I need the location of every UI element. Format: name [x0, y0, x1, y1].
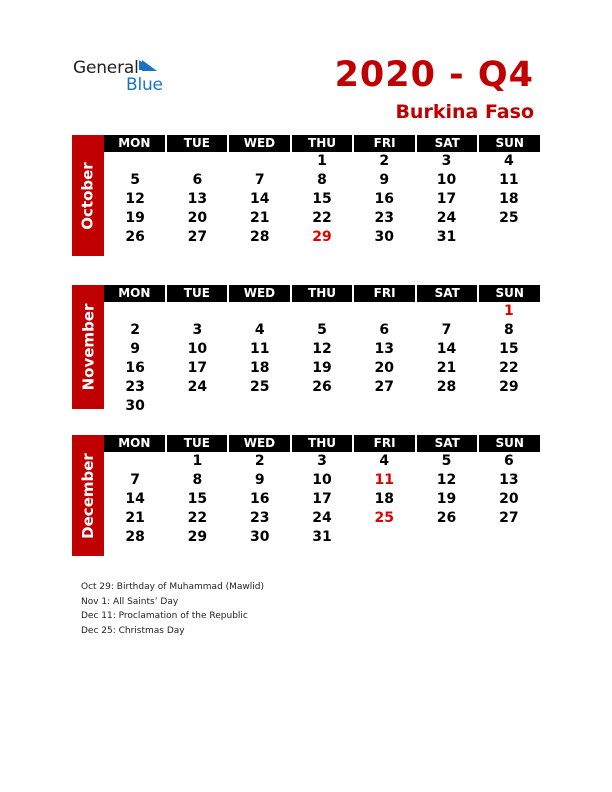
month-name: November: [79, 303, 97, 391]
day-cell: 4: [254, 322, 265, 338]
month-label-bar: [72, 435, 104, 556]
day-cell: 16: [125, 360, 145, 376]
empty-day-cell: [229, 302, 291, 321]
empty-day-cell: [415, 397, 477, 416]
day-cell: 21: [125, 510, 145, 526]
month-grid: [104, 285, 540, 416]
day-cell: 24: [312, 510, 332, 526]
month-label-bar: [72, 135, 104, 256]
day-cell: 3: [192, 322, 203, 338]
day-cell: 13: [374, 341, 394, 357]
weekday-label: SUN: [479, 285, 540, 302]
holiday-notes: [81, 580, 264, 638]
day-cell: 27: [374, 379, 394, 395]
weekday-label: SUN: [479, 435, 540, 452]
holiday-note: Dec 11: Proclamation of the Republic: [81, 611, 248, 621]
day-cell: 8: [503, 322, 514, 338]
day-cell: 7: [130, 472, 141, 488]
day-cell: 13: [187, 191, 208, 207]
weekday-label: SAT: [417, 135, 478, 152]
day-cell: 2: [130, 322, 141, 338]
week-row: [104, 452, 540, 471]
day-cell: 14: [125, 491, 145, 507]
weekday-label: FRI: [354, 435, 415, 452]
day-cell: 7: [441, 322, 452, 338]
day-cell: 21: [249, 210, 270, 226]
day-cell: 26: [436, 510, 457, 526]
page-title: 2020 - Q4: [334, 55, 534, 95]
day-cell: 19: [436, 491, 457, 507]
weekday-label: TUE: [167, 435, 228, 452]
day-cell: 18: [499, 191, 519, 207]
day-cell: 17: [436, 191, 457, 207]
week-row: [104, 359, 540, 378]
week-row: [104, 321, 540, 340]
day-cell: 31: [436, 229, 457, 245]
day-cell: 7: [254, 172, 265, 188]
day-cell: 3: [441, 153, 452, 169]
day-cell: 3: [317, 453, 327, 469]
week-row: [104, 378, 540, 397]
day-cell: 16: [249, 491, 270, 507]
day-cell: 8: [317, 172, 327, 188]
day-cell: 25: [499, 210, 519, 226]
week-row: [104, 397, 540, 416]
day-cell: 22: [187, 510, 208, 526]
day-cell: 28: [249, 229, 270, 245]
day-cell: 30: [249, 529, 270, 545]
empty-day-cell: [229, 152, 291, 171]
day-cell: 5: [441, 453, 452, 469]
day-cell: 2: [379, 153, 390, 169]
weekday-label: FRI: [354, 135, 415, 152]
day-cell: 20: [499, 491, 519, 507]
day-cell: 25: [374, 510, 394, 526]
day-cell: 29: [499, 379, 519, 395]
day-cell: 22: [312, 210, 332, 226]
day-cell: 17: [312, 491, 332, 507]
empty-day-cell: [291, 302, 353, 321]
day-cell: 24: [436, 210, 457, 226]
empty-day-cell: [104, 152, 166, 171]
weekday-label: WED: [229, 135, 290, 152]
week-row: [104, 490, 540, 509]
day-cell: 16: [374, 191, 394, 207]
weekday-label: THU: [292, 285, 353, 302]
day-cell: 14: [249, 191, 270, 207]
day-cell: 5: [130, 172, 141, 188]
weekday-header: [104, 435, 540, 452]
day-cell: 15: [312, 191, 332, 207]
day-cell: 10: [436, 172, 457, 188]
day-cell: 30: [374, 229, 394, 245]
weekday-label: MON: [104, 135, 165, 152]
empty-day-cell: [166, 152, 228, 171]
day-cell: 4: [379, 453, 390, 469]
month-grid: [104, 135, 540, 247]
week-row: [104, 302, 540, 321]
day-cell: 1: [192, 453, 203, 469]
week-row: [104, 228, 540, 247]
empty-day-cell: [478, 397, 540, 416]
day-cell: 17: [187, 360, 208, 376]
empty-day-cell: [166, 397, 228, 416]
weekday-label: THU: [292, 135, 353, 152]
day-cell: 13: [499, 472, 519, 488]
day-cell: 11: [374, 472, 394, 488]
empty-day-cell: [353, 302, 415, 321]
logo-general-text: General: [73, 58, 139, 78]
week-row: [104, 209, 540, 228]
day-cell: 26: [312, 379, 332, 395]
empty-day-cell: [415, 528, 477, 547]
empty-day-cell: [104, 302, 166, 321]
weekday-header: [104, 135, 540, 152]
day-cell: 31: [312, 529, 332, 545]
month-name: December: [79, 452, 98, 539]
weekday-label: THU: [292, 435, 353, 452]
day-cell: 18: [374, 491, 394, 507]
day-cell: 24: [187, 379, 208, 395]
weekday-label: FRI: [354, 285, 415, 302]
day-cell: 29: [187, 529, 208, 545]
day-cell: 15: [499, 341, 519, 357]
day-cell: 23: [125, 379, 145, 395]
weekday-label: TUE: [167, 135, 228, 152]
day-cell: 11: [249, 341, 270, 357]
day-cell: 10: [312, 472, 332, 488]
day-cell: 21: [436, 360, 457, 376]
empty-day-cell: [353, 528, 415, 547]
day-cell: 23: [249, 510, 270, 526]
day-cell: 12: [125, 191, 145, 207]
day-cell: 5: [317, 322, 327, 338]
day-cell: 8: [192, 472, 203, 488]
day-cell: 10: [187, 341, 208, 357]
day-cell: 14: [436, 341, 457, 357]
weekday-header: [104, 285, 540, 302]
day-cell: 2: [254, 453, 265, 469]
day-cell: 6: [379, 322, 390, 338]
weekday-label: SUN: [479, 135, 540, 152]
country-name: Burkina Faso: [395, 101, 534, 123]
day-cell: 28: [436, 379, 457, 395]
day-cell: 9: [254, 472, 265, 488]
week-row: [104, 509, 540, 528]
empty-day-cell: [353, 397, 415, 416]
month-december: [72, 435, 540, 556]
month-grid: [104, 435, 540, 547]
logo: [73, 58, 173, 96]
day-cell: 25: [249, 379, 270, 395]
weekday-label: TUE: [167, 285, 228, 302]
week-row: [104, 190, 540, 209]
day-cell: 12: [436, 472, 457, 488]
day-cell: 15: [187, 491, 208, 507]
holiday-note: Dec 25: Christmas Day: [81, 625, 185, 636]
day-cell: 1: [317, 153, 327, 169]
day-cell: 18: [249, 360, 270, 376]
holiday-note: Oct 29: Birthday of Muhammad (Mawlid): [81, 582, 265, 592]
empty-day-cell: [415, 302, 477, 321]
week-row: [104, 152, 540, 171]
empty-day-cell: [291, 397, 353, 416]
empty-day-cell: [478, 228, 540, 247]
weekday-label: WED: [229, 435, 290, 452]
weekday-label: SAT: [417, 435, 478, 452]
day-cell: 27: [187, 229, 208, 245]
weekday-label: WED: [229, 285, 290, 302]
week-row: [104, 471, 540, 490]
day-cell: 9: [130, 341, 141, 357]
day-cell: 19: [125, 210, 145, 226]
day-cell: 4: [503, 153, 514, 169]
day-cell: 20: [374, 360, 394, 376]
day-cell: 30: [125, 398, 145, 414]
month-october: [72, 135, 540, 256]
week-row: [104, 528, 540, 547]
day-cell: 6: [192, 172, 203, 188]
day-cell: 22: [499, 360, 519, 376]
day-cell: 28: [125, 529, 145, 545]
month-label-bar: [72, 285, 104, 409]
weekday-label: MON: [104, 435, 165, 452]
day-cell: 23: [374, 210, 394, 226]
empty-day-cell: [104, 452, 166, 471]
empty-day-cell: [229, 397, 291, 416]
day-cell: 1: [503, 303, 514, 319]
day-cell: 6: [503, 453, 514, 469]
month-name: October: [79, 161, 97, 230]
day-cell: 29: [312, 229, 332, 245]
day-cell: 26: [125, 229, 145, 245]
holiday-note: Nov 1: All Saints’ Day: [81, 596, 179, 607]
empty-day-cell: [478, 528, 540, 547]
logo-blue-text: Blue: [126, 75, 163, 95]
day-cell: 9: [379, 172, 390, 188]
empty-day-cell: [166, 302, 228, 321]
day-cell: 12: [312, 341, 332, 357]
month-november: [72, 285, 540, 414]
day-cell: 19: [312, 360, 332, 376]
day-cell: 27: [499, 510, 519, 526]
day-cell: 20: [187, 210, 208, 226]
week-row: [104, 340, 540, 359]
week-row: [104, 171, 540, 190]
weekday-label: MON: [104, 285, 165, 302]
weekday-label: SAT: [417, 285, 478, 302]
day-cell: 11: [499, 172, 519, 188]
